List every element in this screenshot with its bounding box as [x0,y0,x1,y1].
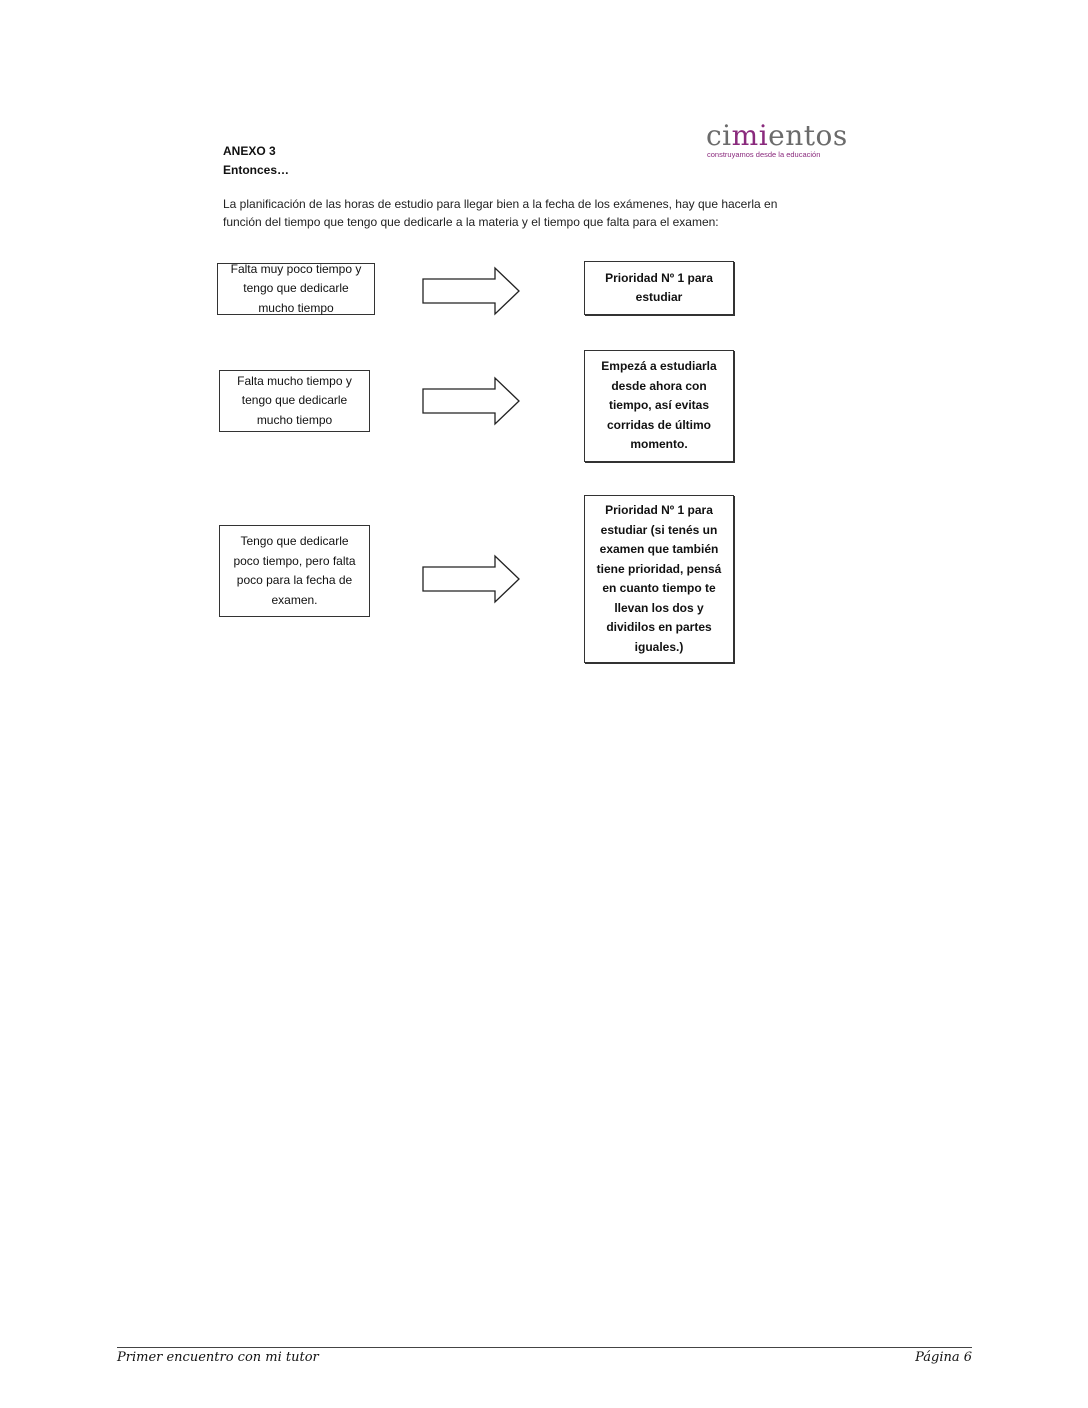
advice-box: Prioridad Nº 1 para estudiar [584,261,734,315]
condition-box: Falta mucho tiempo y tengo que dedicarle mucho tiempo [219,370,370,432]
intro-paragraph: La planificación de las horas de estudio para llegar bien a la fecha de los exámenes, hay que hacerla en función del tiempo que tengo que dedicarle a la materia y el tiempo que falta para el examen: [223,197,778,229]
annex-subtitle: Entonces… [223,163,290,177]
advice-box: Prioridad Nº 1 para estudiar (si tenés un examen que también tiene prioridad, pensá en cuanto tiempo te llevan los dos y dividilos en partes iguales.) [584,495,734,663]
logo-tagline: construyamos desde la educación [707,150,821,159]
footer-rule [117,1347,972,1348]
footer-page-number: Página 6 [915,1350,972,1365]
right-arrow-icon [421,554,521,604]
annex-title: ANEXO 3 [223,144,276,158]
logo-wordmark: cimientos [706,119,848,152]
right-arrow-icon [421,376,521,426]
footer-document-title: Primer encuentro con mi tutor [117,1350,319,1365]
right-arrow-icon [421,266,521,316]
condition-box: Falta muy poco tiempo y tengo que dedicarle mucho tiempo [217,263,375,315]
cimientos-logo [700,119,848,162]
condition-box: Tengo que dedicarle poco tiempo, pero falta poco para la fecha de examen. [219,525,370,617]
advice-box: Empezá a estudiarla desde ahora con tiempo, así evitas corridas de último momento. [584,350,734,462]
